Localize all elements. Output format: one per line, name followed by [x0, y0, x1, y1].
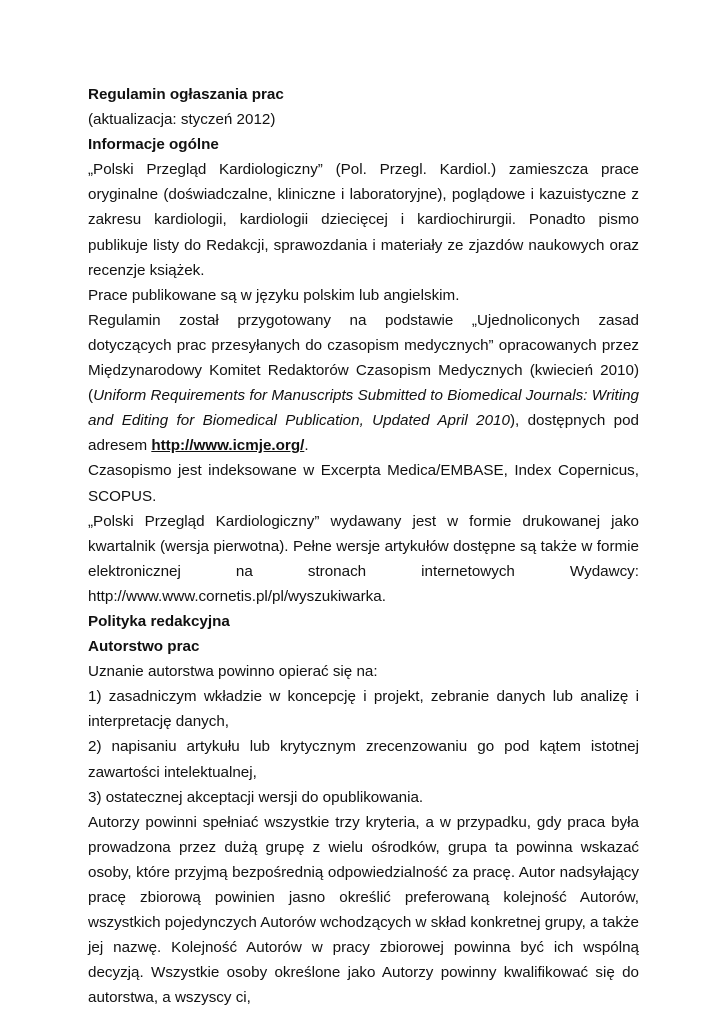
update-note: (aktualizacja: styczeń 2012) [88, 111, 276, 129]
section-heading-general: Informacje ogólne [88, 136, 219, 154]
icmje-link[interactable]: http://www.icmje.org/ [151, 437, 305, 455]
paragraph-publication-form: „Polski Przegląd Kardiologiczny” wydawany jest w formie drukowanej jako kwartalnik (wersja pierwotna). Pełne wersje artykułów dostępne są także w formie elektronicznej na stronach internetowych Wydawcy: http://www.www.cornetis.pl/pl/wyszukiwarka. [88, 512, 639, 605]
paragraph-languages: Prace publikowane są w języku polskim lub angielskim. [88, 286, 460, 304]
regulations-end: . [304, 437, 309, 455]
list-item-criterion-2: 2) napisaniu artykułu lub krytycznym zrecenzowaniu go pod kątem istotnej zawartości intelektualnej, [88, 738, 639, 781]
list-item-criterion-3: 3) ostatecznej akceptacji wersji do opublikowania. [88, 788, 424, 806]
regulations-text-continued: ), dostępnych pod adresem [88, 412, 639, 455]
paragraph-authorship-intro: Uznanie autorstwa powinno opierać się na: [88, 663, 378, 681]
uniform-requirements-title: Uniform Requirements for Manuscripts Submitted to Biomedical Journals: Writing and Editing for Biomedical Publication, Updated April 2010 [88, 387, 639, 430]
paragraph-authors-requirements: Autorzy powinni spełniać wszystkie trzy kryteria, a w przypadku, gdy praca była prowadzona przez dużą grupę z wielu ośrodków, grupa ta powinna wskazać osoby, które przyjmą bezpośrednią odpowiedzialność za pracę. Autor nadsyłający pracę zbiorową powinien jasno określić preferowaną kolejność Autorów, wszystkich pojedynczych Autorów wchodzących w skład konkretnej grupy, a także jej nazwę. Kolejność Autorów w pracy zbiorowej powinna być ich wspólną decyzją. Wszystkie osoby określone jako Autorzy powinny kwalifikować się do autorstwa, a wszyscy ci, [88, 813, 639, 1007]
list-item-criterion-1: 1) zasadniczym wkładzie w koncepcję i projekt, zebranie danych lub analizę i interpretację danych, [88, 688, 639, 731]
regulations-text: Regulamin został przygotowany na podstawie „Ujednoliconych zasad dotyczących prac przesyłanych do czasopism medycznych” opracowanych przez Międzynarodowy Komitet Redaktorów Czasopism Medycznych (kwiecień 2010) ( [88, 311, 639, 405]
paragraph-indexing: Czasopismo jest indeksowane w Excerpta Medica/EMBASE, Index Copernicus, SCOPUS. [88, 462, 639, 505]
paragraph-journal-scope: „Polski Przegląd Kardiologiczny” (Pol. Przegl. Kardiol.) zamieszcza prace oryginalne (doświadczalne, kliniczne i laboratoryjne), poglądowe i kazuistyczne z zakresu kardiologii, kardiologii dziecięcej i kardiochirurgii. Ponadto pismo publikuje listy do Redakcji, sprawozdania i materiały ze zjazdów naukowych oraz recenzje książek. [88, 161, 639, 279]
paragraph-regulations-basis [88, 308, 639, 459]
section-heading-authorship: Autorstwo prac [88, 638, 200, 656]
document-page [88, 82, 639, 1010]
document-title: Regulamin ogłaszania prac [88, 86, 284, 103]
section-heading-policy: Polityka redakcyjna [88, 612, 230, 630]
